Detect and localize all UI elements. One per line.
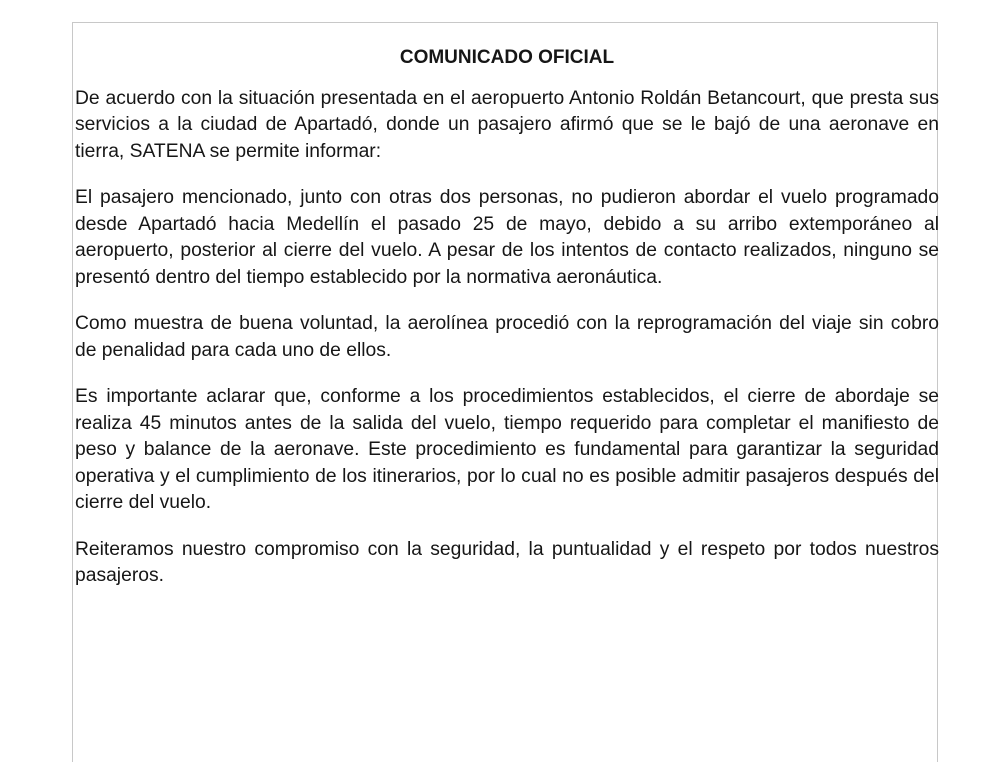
document-page bbox=[72, 22, 938, 762]
paragraph-passenger-details: El pasajero mencionado, junto con otras dos personas, no pudieron abordar el vuelo programado desde Apartadó hacia Medellín el pasado 25 de mayo, debido a su arribo extemporáneo al aeropuerto, posterior al cierre del vuelo. A pesar de los intentos de contacto realizados, ninguno se presentó dentro del tiempo establecido por la normativa aeronáutica. bbox=[75, 187, 939, 288]
paragraph-commitment: Reiteramos nuestro compromiso con la seguridad, la puntualidad y el respeto por todos nuestros pasajeros. bbox=[75, 538, 939, 586]
paragraph-goodwill: Como muestra de buena voluntad, la aerolínea procedió con la reprogramación del viaje sin cobro de penalidad para cada uno de ellos. bbox=[75, 313, 939, 361]
document-title: COMUNICADO OFICIAL bbox=[399, 47, 615, 68]
paragraph-situation: De acuerdo con la situación presentada en el aeropuerto Antonio Roldán Betancourt, que presta sus servicios a la ciudad de Apartadó, donde un pasajero afirmó que se le bajó de una aeronave en tierra, SATENA se permite informar: bbox=[75, 87, 939, 162]
document-body bbox=[75, 45, 939, 610]
paragraph-procedure: Es importante aclarar que, conforme a los procedimientos establecidos, el cierre de abordaje se realiza 45 minutos antes de la salida del vuelo, tiempo requerido para completar el manifiesto de peso y balance de la aeronave. Este procedimiento es fundamental para garantizar la seguridad operativa y el cumplimiento de los itinerarios, por lo cual no es posible admitir pasajeros después del cierre del vuelo. bbox=[75, 386, 939, 513]
